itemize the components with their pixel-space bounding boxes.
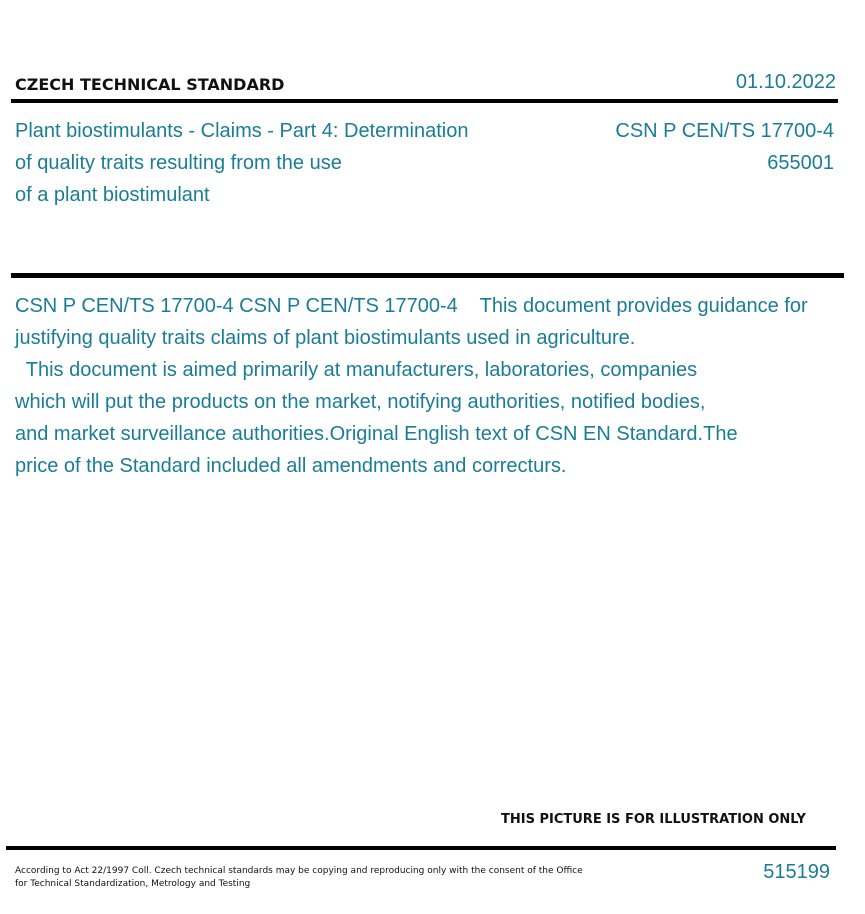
description-line: justifying quality traits claims of plant biostimulants used in agriculture. bbox=[15, 327, 636, 349]
description-line: This document is aimed primarily at manufacturers, laboratories, companies bbox=[15, 359, 698, 381]
legal-notice-line: for Technical Standardization, Metrology and Testing bbox=[15, 879, 251, 889]
description-line: CSN P CEN/TS 17700-4 CSN P CEN/TS 17700-4 This document provides guidance for bbox=[15, 295, 808, 317]
standard-code: CSN P CEN/TS 17700-4 bbox=[615, 120, 834, 142]
header-divider bbox=[11, 99, 838, 103]
legal-notice bbox=[15, 865, 583, 891]
title-line: of quality traits resulting from the use bbox=[15, 152, 342, 174]
description-line: and market surveillance authorities.Original English text of CSN EN Standard.The bbox=[15, 423, 738, 445]
section-divider bbox=[11, 273, 844, 278]
standard-description bbox=[15, 290, 808, 482]
class-number: 655001 bbox=[767, 152, 834, 174]
standard-identifiers bbox=[615, 115, 834, 179]
description-line: price of the Standard included all amendments and correcturs. bbox=[15, 455, 567, 477]
standard-title bbox=[15, 115, 469, 211]
description-line: which will put the products on the market, notifying authorities, notified bodies, bbox=[15, 391, 706, 413]
document-type-label: CZECH TECHNICAL STANDARD bbox=[15, 75, 285, 94]
publication-date: 01.10.2022 bbox=[735, 71, 836, 93]
footer-divider bbox=[6, 846, 836, 850]
illustration-disclaimer: THIS PICTURE IS FOR ILLUSTRATION ONLY bbox=[501, 812, 806, 827]
document-number: 515199 bbox=[763, 861, 830, 883]
legal-notice-line: According to Act 22/1997 Coll. Czech technical standards may be copying and reproducing only with the consent of the Office bbox=[15, 866, 583, 876]
title-line: of a plant biostimulant bbox=[15, 184, 210, 206]
title-line: Plant biostimulants - Claims - Part 4: Determination bbox=[15, 120, 469, 142]
